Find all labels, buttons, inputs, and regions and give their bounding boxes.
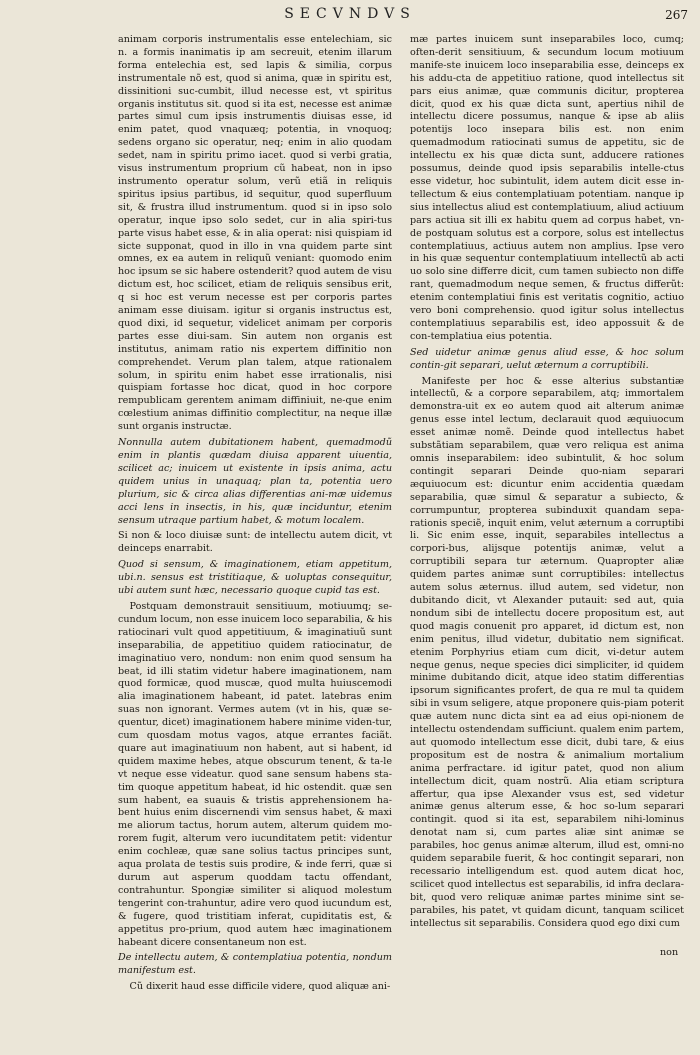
paragraph: animam corporis instrumentalis esse entelechiam, sic n. a formis inanimatis ip am secreuit, etenim illarum forma entelechia est, sed lapis & similia, corpus instrumentale nõ est, quod si anima, quæ in spiritu est, dissinitioni suc-cumbit, illud necesse est, vt spiritus organis institutus sit. quod si ita est, necesse est animæ partes simul cum ipsis instrumentis diuisas esse, id enim patet, quod vnaquæq; potentia, in vnoquoq; sedens organo sic operatur, neq; enim in alio quodam sedet, nam in spiritu primo iacet. quod si verbi gratia, visus instrumentum proprium cũ habeat, non in ipso instrumento operatur solum, verũ etiã in reliquis spiritus ipsius partibus, id sequitur, quod superfluum sit, & frustra illud instrumentum. quod si in ipso solo operatur, inque ipso solo sedet, cur in alia spiri-tus parte visus habet esse, & in alia operat: nisi quispiam id sicte supponat, quod in illo in vna quidem parte sint omnes, ex ea autem in reliquũ veniant: quomodo enim hoc ipsum se sic habere ostenderit? quod autem de visu dictum est, hoc scilicet, etiam de reliquis sensibus erit, q si hoc est verum necesse est per corporis partes animam esse diuisam. igitur si organis instructus est, quod dixi, id sequetur, videlicet animam per corporis partes esse diui-sam. Sin autem non organis est institutus, animam ratio nis expertem diffinitio non comprehendet. Verum plan talem, atque rationalem solum, in spiritu enim habet esse irrationalis, nisi quispiam fortasse hoc dicat, quod in hoc corpore rempublicam gerentem animam diffiniuit, ne-que enim cœlestium animas diffinitio complectitur, na neque illæ sunt organis instructæ.: [118, 34, 392, 433]
left-text-column: [118, 34, 392, 993]
italic-lemma: De intellectu autem, & contemplatiua potentia, nondum manifestum est.: [118, 952, 392, 977]
paragraph: Cũ dixerit haud esse difficile videre, quod aliquæ ani-: [129, 981, 391, 993]
italic-lemma: Quod si sensum, & imaginationem, etiam appetitum, ubi.n. sensus est tristitiaque, & uoluptas consequitur, ubi autem sunt hæc, necessario quoque cupid tas est.: [118, 559, 392, 597]
paragraph: mæ partes inuicem sunt inseparabiles loco, cumq; often-derit sensitiuum, & secundum locum motiuum manife-ste inuicem loco inseparabilia esse, deinceps ex his addu-cta de appetitiuo ratione, quod intellectus sit pars eius animæ, quæ communis dicitur, propterea dicit, quod ex his quæ dicta sunt, apertius nihil de intellectu dicere possumus, nanque & ipse ab aliis potentijs loco insepara bilis est. non enim quemadmodum ratiocinati sumus de appetitu, sic de intellectu ex his quæ dicta sunt, adducere rationes possumus, deinde quod ipsis separabilis intelle-ctus esse videtur, hoc subintulit, idem autem dicit esse in-tellectum & eius contemplatiuam potentiam. nanque ip sius intellectus aliud est contemplatiuum, aliud actiuum pars actiua sit illi ex habitu quem ad corpus habet, vn-de postquam solutus est a corpore, solus est intellectus contemplatiuus, actiuus autem non amplius. Ipse vero in his quæ sequentur contemplatiuum intellectũ ab acti uo solo sine differre dicit, cum tamen subiecto non diffe rant, quemadmodum neque semen, & fructus differũt: etenim contemplatiui finis est veritatis cognitio, actiuo vero boni comprehensio. quod igitur solus intellectus contemplatiuus separabilis est, ideo appossuit & de con-templatiua eius potentia.: [410, 34, 684, 342]
italic-lemma: Nonnulla autem dubitationem habent, quemadmodũ enim in plantis quædam diuisa apparent uiuentia, scilicet ac; inuicem ut existente in ipsis anima, actu quidem unius in unaquaq; plan ta, potentia uero plurium, sic & circa alias differentias ani-mæ uidemus acci lens in insectis, in his, quæ inciduntur, etenim sensum utraque partium habet, & motum localem.: [118, 437, 392, 526]
paragraph: Si non & loco diuisæ sunt: de intellectu autem dicit, vt deinceps enarrabit.: [118, 530, 392, 555]
page-number: 267: [665, 8, 688, 22]
right-text-column: [410, 34, 684, 984]
paragraph: Postquam demonstrauit sensitiuum, motiuumq; se-cundum locum, non esse inuicem loco separabilia, & his ratiocinari vult quod appetitiuum, & imaginatiuũ sunt inseparabilia, de appetitiuo quidem ratiocinatur, de imaginatiuo vero, nondum: non enim quod sensum ha beat, id illi statim videtur habere imaginationem, nam quod formicæ, quod muscæ, quod multa huiuscemodi alia imaginationem habeant, id patet. latebras enim suas non ignorant. Vermes autem (vt in his, quæ se-quentur, dicet) imaginationem habere minime viden-tur, cum quosdam motus vagos, atque errantes faciãt. quare aut imaginatiuum non habent, aut si habent, id quidem maxime hebes, atque obscurum tenent, & ta-le vt neque esse videatur. quod sane sensum habens sta-tim quoque appetitum habeat, id hic ostendit. quæ sen sum habent, ea suauis & tristis apprehensionem ha-bent huius enim discernendi vim sensus habet, & maxi me aliorum tactus, horum autem, alterum quidem mo-rorem fugit, alterum vero iucunditatem petit: videntur enim cochleæ, quæ sane solius tactus principes sunt, aqua prolata de testis suis prodire, & inde ferri, quæ si durum aut asperum quoddam tactu offendant, contrahuntur. Spongiæ similiter si aliquod molestum tengerint con-trahuntur, adire vero quod iucundum est, & fugere, quod tristitiam inferat, cupiditatis est, & appetitus pro-prium, quod autem hæc imaginationem habeant dicere consentaneum non est.: [118, 600, 392, 948]
running-title: SECVNDVS: [284, 6, 416, 22]
italic-lemma: Sed uidetur animæ genus aliud esse, & hoc solum contin-git separari, uelut æternum a corruptibili.: [410, 346, 684, 371]
catchword: non: [660, 947, 679, 958]
paragraph: Manifeste per hoc & esse alterius substantiæ intellectũ, & a corpore separabilem, atq; immortalem demonstra-uit ex eo autem quod ait alterum animæ genus esse intel lectum, declarauit quod æquiuocum esset animæ nomẽ. Deinde quod intellectus habet substãtiam separabilem, quæ vero reliqua est anima omnis inseparabilem: ideo subintulit, & hoc solum contingit separari Deinde quo-niam separari æquiuocum est: dicuntur enim accidentia quædam separabilia, quæ simul & separatur a subiecto, & corrumpuntur, propterea subinduxit quandam sepa-rationis speciẽ, inquit enim, velut æternum a corruptibi li. Sic enim esse, inquit, separabiles intellectus a corpori-bus, alijsque potentijs animæ, velut a corruptibili separa tur æternum. Quapropter aliæ quidem partes animæ sunt corruptibiles: intellectus autem solus æternus. illud autem, sed videtur, non dubitando dicit, vt Alexander putauit: sed aut, quia nondum sibi de intellectu docere propositum est, aut quod magis conuenit pro apparet, id dictum est, non enim penitus, illud videtur, dubitatio nem significat. etenim Porphyrius etiam cum dicit, vi-detur autem neque genus, neque species dici simpliciter, id quidem minime dubitando dicit, atque ideo statim differentias ipsorum significantes profert, de qua re mul ta quidem sibi in vsum seligere, atque proponere quis-piam poterit quæ autem nunc dicta sint ea ad eius opi-nionem de intellectu ostendendam sufficiunt. qualem enim partem, aut quomodo intellectum esse dicit, dubi tare, & eius propositum est de nostra & animalium mortalium anima perfractare. id igitur patet, quod non alium intellectum dicit, quam nostrũ. Alia etiam scriptura affertur, qua ipse Alexander vsus est, sed videtur animæ genus alterum esse, & hoc so-lum separari contingit. quod si ita est, separabilem nihi-lominus denotat nam si, cum partes aliæ sint animæ se parabiles, hoc genus animæ alterum, illud est, omni-no quidem separabile fuerit, & hoc contingit separari, non recessario intelligendum est. quod autem dicat hoc, scilicet quod intellectus est separabilis, id infra declara-bit, quod vero reliquæ animæ partes minime sint se-parabiles, his patet, vt quidam dicunt, tanquam scilicet intellectus sit separabilis. Considera quod ego dixi cum: [410, 375, 684, 929]
